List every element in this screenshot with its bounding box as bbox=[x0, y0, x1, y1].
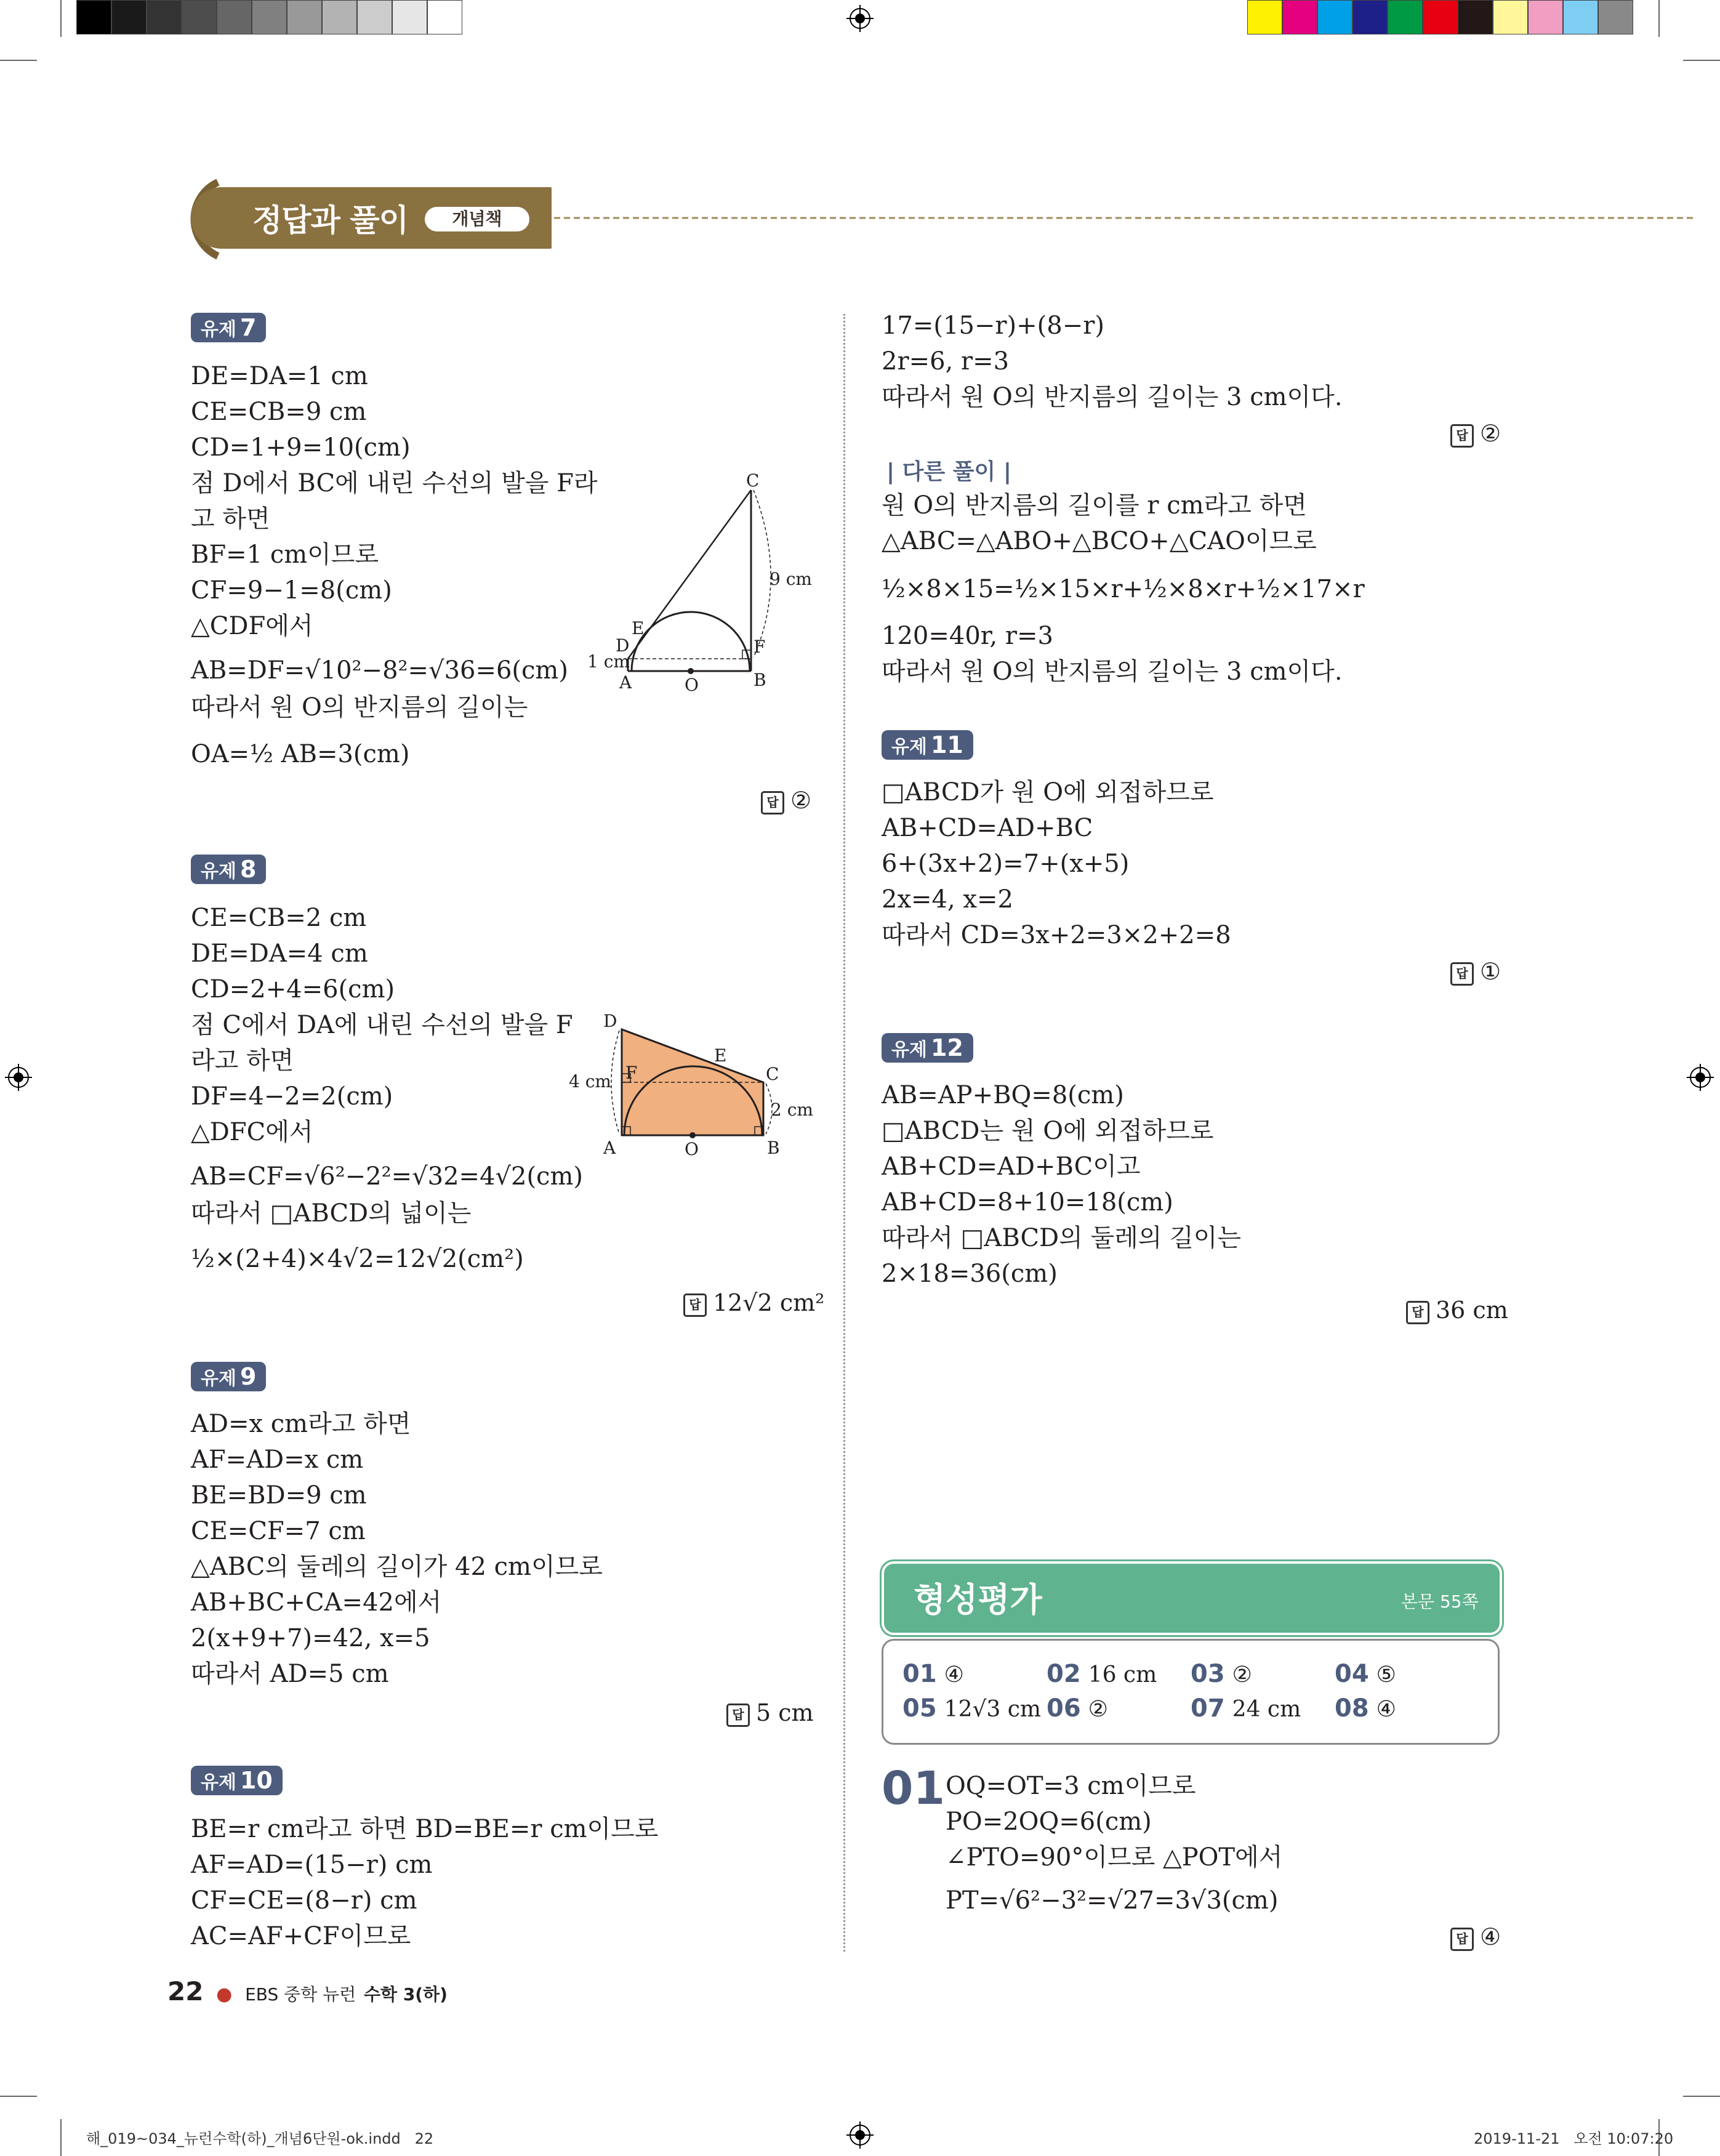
solution-line: △ABC=△ABO+△BCO+△CAO이므로 bbox=[882, 527, 1317, 555]
fig-label: 4 cm bbox=[569, 1071, 611, 1092]
fig-label: E bbox=[632, 618, 645, 638]
exercise-label-11: 유제 11 bbox=[882, 730, 973, 760]
solution-line: AB+CD=AD+BC bbox=[882, 814, 1093, 842]
answer-mark-icon: 답 bbox=[726, 1703, 750, 1727]
solution-line: 따라서 원 O의 반지름의 길이는 bbox=[191, 693, 528, 722]
grayscale-bar bbox=[76, 0, 462, 36]
solution-line: □ABCD가 원 O에 외접하므로 bbox=[882, 778, 1214, 806]
fig-label: E bbox=[714, 1045, 727, 1066]
answer: 답 ② bbox=[761, 787, 811, 815]
solution-line: 점 D에서 BC에 내린 수선의 발을 F라 bbox=[191, 469, 598, 497]
answer: 답 ④ bbox=[1450, 1923, 1501, 1951]
question-number: 01 bbox=[882, 1762, 945, 1815]
answer: 답 5 cm bbox=[726, 1699, 814, 1727]
fig-label: O bbox=[685, 1139, 699, 1159]
answer: 답 ① bbox=[1450, 958, 1501, 986]
fig-label: F bbox=[754, 637, 766, 657]
solution-line: □ABCD는 원 O에 외접하므로 bbox=[882, 1117, 1214, 1145]
answer-mark-icon: 답 bbox=[683, 1293, 707, 1317]
solution-line: 점 C에서 DA에 내린 수선의 발을 F bbox=[191, 1011, 573, 1039]
answer: 답 ② bbox=[1450, 420, 1501, 448]
solution-line: 따라서 □ABCD의 넓이는 bbox=[191, 1199, 472, 1228]
solution-line: 따라서 □ABCD의 둘레의 길이는 bbox=[882, 1224, 1242, 1252]
solution-line: BE=r cm라고 하면 BD=BE=r cm이므로 bbox=[191, 1815, 659, 1843]
solution-line: 원 O의 반지름의 길이를 r cm라고 하면 bbox=[882, 491, 1307, 520]
crop-mark bbox=[1683, 2096, 1720, 2097]
answer: 답 36 cm bbox=[1406, 1297, 1508, 1324]
summary-answers-box bbox=[882, 1639, 1500, 1745]
crop-mark bbox=[1683, 60, 1720, 61]
solution-line: △CDF에서 bbox=[191, 612, 313, 640]
solution-line: 고 하면 bbox=[191, 505, 270, 533]
answer-mark-icon: 답 bbox=[1450, 1928, 1474, 1951]
summary-item: 02 16 cm bbox=[1047, 1660, 1157, 1688]
solution-line: CF=9−1=8(cm) bbox=[191, 576, 392, 605]
solution-line: 6+(3x+2)=7+(x+5) bbox=[882, 850, 1130, 878]
solution-line: 2r=6, r=3 bbox=[882, 347, 1010, 376]
summary-item: 08 ④ bbox=[1335, 1694, 1396, 1723]
solution-line: AB+BC+CA=42에서 bbox=[191, 1588, 442, 1617]
solution-line: AB=DF=√10²−8²=√36=6(cm) bbox=[191, 656, 568, 685]
color-bar bbox=[1247, 0, 1633, 36]
solution-line: 17=(15−r)+(8−r) bbox=[882, 312, 1104, 340]
solution-line: CE=CB=9 cm bbox=[191, 398, 367, 426]
registration-mark-icon bbox=[5, 1064, 32, 1091]
solution-line: ½×(2+4)×4√2=12√2(cm²) bbox=[191, 1245, 524, 1273]
solution-line: 2(x+9+7)=42, x=5 bbox=[191, 1624, 430, 1652]
solution-line: CE=CB=2 cm bbox=[191, 904, 367, 932]
summary-item: 04 ⑤ bbox=[1335, 1660, 1396, 1688]
solution-line: AB+CD=AD+BC이고 bbox=[882, 1152, 1141, 1181]
exercise-label-8: 유제 8 bbox=[191, 855, 266, 884]
solution-line: OA=½ AB=3(cm) bbox=[191, 740, 410, 768]
crop-mark bbox=[60, 2119, 62, 2156]
answer-mark-icon: 답 bbox=[1450, 962, 1474, 986]
solution-line: 따라서 AD=5 cm bbox=[191, 1660, 389, 1688]
answer-mark-icon: 답 bbox=[1450, 424, 1474, 448]
solution-line: AB=AP+BQ=8(cm) bbox=[882, 1081, 1124, 1109]
book-type-pill: 개념책 bbox=[425, 207, 529, 231]
solution-line: BE=BD=9 cm bbox=[191, 1481, 367, 1510]
alternative-solution-label: | 다른 풀이 | bbox=[886, 459, 1012, 485]
summary-item: 07 24 cm bbox=[1191, 1694, 1301, 1723]
subject-name: 수학 3(하) bbox=[363, 1984, 448, 2005]
solution-line: 따라서 CD=3x+2=3×2+2=8 bbox=[882, 921, 1231, 949]
fig-label: O bbox=[685, 675, 699, 695]
exercise-label-10: 유제 10 bbox=[191, 1766, 283, 1795]
column-divider bbox=[843, 314, 845, 1952]
solution-line: CF=CE=(8−r) cm bbox=[191, 1886, 417, 1915]
summary-item: 06 ② bbox=[1047, 1694, 1108, 1723]
fig-label: 1 cm bbox=[587, 651, 630, 672]
fig-label: A bbox=[619, 672, 632, 693]
solution-line: 120=40r, r=3 bbox=[882, 622, 1054, 650]
registration-mark-icon bbox=[846, 2122, 874, 2149]
summary-item: 05 12√3 cm bbox=[902, 1694, 1042, 1723]
solution-line: PO=2OQ=6(cm) bbox=[946, 1808, 1152, 1836]
figure-ex7 bbox=[585, 468, 819, 702]
file-slug: 해_019~034_뉴런수학(하)_개념6단원-ok.indd 22 bbox=[86, 2130, 434, 2147]
fig-label: B bbox=[754, 670, 766, 690]
crop-mark bbox=[0, 60, 37, 61]
solution-line: OQ=OT=3 cm이므로 bbox=[946, 1772, 1196, 1800]
solution-line: 라고 하면 bbox=[191, 1047, 294, 1075]
solution-line: CE=CF=7 cm bbox=[191, 1517, 366, 1545]
crop-mark bbox=[60, 0, 62, 37]
solution-line: AD=x cm라고 하면 bbox=[191, 1410, 411, 1438]
answer-mark-icon: 답 bbox=[1406, 1301, 1429, 1324]
solution-line: CD=2+4=6(cm) bbox=[191, 975, 395, 1004]
fig-label: A bbox=[603, 1138, 616, 1158]
page-number: 22 bbox=[167, 1976, 204, 2006]
solution-line: BF=1 cm이므로 bbox=[191, 541, 379, 569]
summary-page-ref: 본문 55쪽 bbox=[1401, 1591, 1479, 1612]
crop-mark bbox=[1658, 0, 1660, 37]
solution-line: AB=CF=√6²−2²=√32=4√2(cm) bbox=[191, 1162, 583, 1191]
bullet-icon: ● bbox=[216, 1984, 233, 2005]
page-footer bbox=[167, 1976, 448, 2006]
fig-label: C bbox=[746, 470, 760, 491]
summary-item: 03 ② bbox=[1191, 1660, 1252, 1688]
solution-line: 2×18=36(cm) bbox=[882, 1260, 1058, 1288]
fig-label: B bbox=[767, 1138, 780, 1158]
registration-mark-icon bbox=[1687, 1064, 1714, 1091]
figure-ex8 bbox=[566, 1010, 825, 1170]
fig-label: D bbox=[603, 1011, 617, 1031]
solution-line: ∠PTO=90°이므로 △POT에서 bbox=[946, 1843, 1283, 1872]
solution-line: △DFC에서 bbox=[191, 1118, 313, 1146]
solution-line: CD=1+9=10(cm) bbox=[191, 433, 411, 462]
solution-line: AB+CD=8+10=18(cm) bbox=[882, 1188, 1173, 1217]
registration-mark-icon bbox=[846, 5, 874, 32]
solution-line: AF=AD=x cm bbox=[191, 1446, 364, 1474]
fig-label: D bbox=[616, 635, 630, 656]
section-title: 정답과 풀이 bbox=[252, 203, 408, 238]
summary-item: 01 ④ bbox=[902, 1660, 964, 1688]
solution-line: DE=DA=1 cm bbox=[191, 362, 368, 390]
fig-label: 9 cm bbox=[770, 569, 812, 589]
solution-line: 2x=4, x=2 bbox=[882, 885, 1013, 914]
exercise-label-7: 유제 7 bbox=[191, 313, 266, 342]
answer-mark-icon: 답 bbox=[761, 791, 784, 815]
fig-label: 2 cm bbox=[771, 1100, 813, 1120]
solution-line: DF=4−2=2(cm) bbox=[191, 1082, 393, 1111]
solution-line: 따라서 원 O의 반지름의 길이는 3 cm이다. bbox=[882, 658, 1343, 686]
summary-title: 형성평가 bbox=[914, 1580, 1042, 1619]
book-name: EBS 중학 뉴런 bbox=[245, 1984, 356, 2005]
print-date: 2019-11-21 오전 10:07:20 bbox=[1474, 2130, 1674, 2147]
solution-line: AC=AF+CF이므로 bbox=[191, 1922, 411, 1950]
exercise-label-12: 유제 12 bbox=[882, 1033, 973, 1063]
answer: 답 12√2 cm² bbox=[683, 1289, 824, 1317]
solution-line: DE=DA=4 cm bbox=[191, 939, 368, 968]
solution-line: △ABC의 둘레의 길이가 42 cm이므로 bbox=[191, 1553, 603, 1581]
fig-label: F bbox=[625, 1063, 638, 1083]
solution-line: PT=√6²−3²=√27=3√3(cm) bbox=[946, 1886, 1279, 1915]
fig-label: C bbox=[766, 1064, 779, 1084]
solution-line: AF=AD=(15−r) cm bbox=[191, 1851, 433, 1879]
exercise-label-9: 유제 9 bbox=[191, 1362, 266, 1391]
solution-line: ½×8×15=½×15×r+½×8×r+½×17×r bbox=[882, 575, 1365, 603]
crop-mark bbox=[0, 2096, 37, 2097]
solution-line: 따라서 원 O의 반지름의 길이는 3 cm이다. bbox=[882, 383, 1343, 411]
